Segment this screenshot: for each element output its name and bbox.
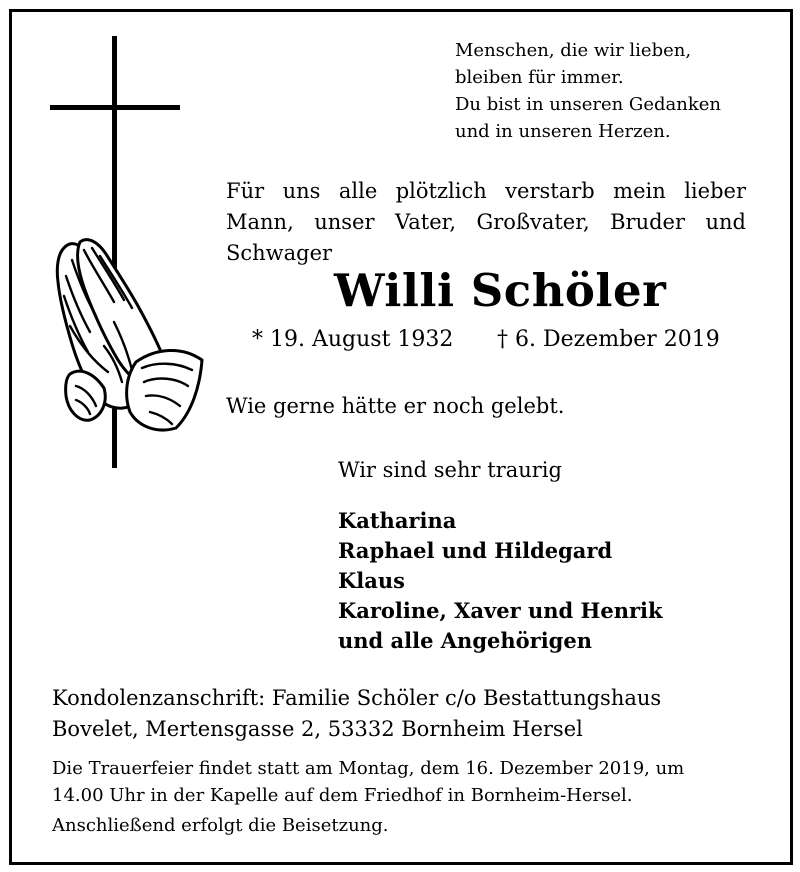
family-member: Karoline, Xaver und Henrik <box>338 598 663 623</box>
burial-info: Anschließend erfolgt die Beisetzung. <box>52 815 389 836</box>
deceased-name: Willi Schöler <box>334 264 667 317</box>
service-info <box>52 755 684 809</box>
family-member: Klaus <box>338 568 405 593</box>
poem-line: Menschen, die wir lieben, <box>455 40 692 61</box>
service-line: 14.00 Uhr in der Kapelle auf dem Friedhof in Bornheim-Hersel. <box>52 785 633 806</box>
service-line: Die Trauerfeier findet statt am Montag, dem 16. Dezember 2019, um <box>52 758 685 779</box>
poem <box>455 37 721 145</box>
poem-line: bleiben für immer. <box>455 67 624 88</box>
death-date: † 6. Dezember 2019 <box>497 327 720 352</box>
poem-line: und in unseren Herzen. <box>455 121 671 142</box>
birth-date: * 19. August 1932 <box>252 327 454 352</box>
condolence-line: Kondolenzanschrift: Familie Schöler c/o Bestattungshaus <box>52 686 662 710</box>
praying-hands-icon <box>52 236 204 434</box>
mourning-phrase: Wir sind sehr traurig <box>338 458 562 482</box>
family-member: Katharina <box>338 508 457 533</box>
family-list <box>338 506 663 656</box>
family-member: Raphael und Hildegard <box>338 538 613 563</box>
intro-text: Für uns alle plötzlich verstarb mein lieber Mann, unser Vater, Großvater, Bruder und Schwager <box>226 179 746 265</box>
wish-text: Wie gerne hätte er noch gelebt. <box>226 394 565 418</box>
family-member: und alle Angehörigen <box>338 628 592 653</box>
condolence-line: Bovelet, Mertensgasse 2, 53332 Bornheim Hersel <box>52 717 583 741</box>
poem-line: Du bist in unseren Gedanken <box>455 94 721 115</box>
condolence-address <box>52 683 661 745</box>
